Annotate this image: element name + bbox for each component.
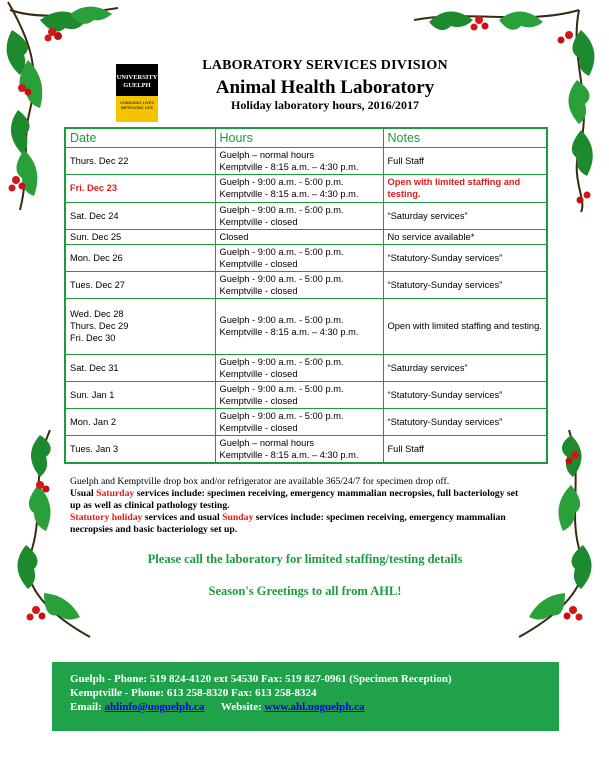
date-cell: Mon. Jan 2 (65, 408, 215, 435)
notes-cell: “Saturday services” (383, 354, 547, 381)
hours-cell: Guelph – normal hours Kemptville - 8:15 a.m. – 4:30 p.m. (215, 147, 383, 174)
date-cell: Sat. Dec 24 (65, 202, 215, 229)
email-website-line: Email: ahlinfo@uoguelph.ca Website: www.ahl.uoguelph.ca (70, 701, 365, 713)
notes-cell: “Statutory-Sunday services” (383, 381, 547, 408)
notes-cell: “Statutory-Sunday services” (383, 244, 547, 271)
svg-text:UNIVERSITY: UNIVERSITY (116, 74, 158, 81)
table-row (65, 435, 547, 463)
table-row (65, 381, 547, 408)
table-row (65, 298, 547, 354)
table-row (65, 244, 547, 271)
hours-cell: Guelph - 9:00 a.m. - 5:00 p.m. Kemptville - closed (215, 244, 383, 271)
email-link[interactable]: ahlinfo@uoguelph.ca (104, 701, 205, 713)
lab-name-title: Animal Health Laboratory (215, 77, 435, 98)
header-hours: Hours (215, 128, 383, 147)
header-notes: Notes (383, 128, 547, 147)
header-date: Date (65, 128, 215, 147)
hours-cell: Guelph - 9:00 a.m. - 5:00 p.m. Kemptville - 8:15 a.m. – 4:30 p.m. (215, 298, 383, 354)
hours-cell: Guelph - 9:00 a.m. - 5:00 p.m. Kemptville - 8:15 a.m. – 4:30 p.m. (215, 174, 383, 202)
table-row (65, 229, 547, 244)
hours-cell: Guelph – normal hours Kemptville - 8:15 a.m. – 4:30 p.m. (215, 435, 383, 463)
table-row (65, 202, 547, 229)
hours-cell: Guelph - 9:00 a.m. - 5:00 p.m. Kemptville - closed (215, 202, 383, 229)
date-cell: Sun. Dec 25 (65, 229, 215, 244)
date-cell: Sat. Dec 31 (65, 354, 215, 381)
table-header-row (65, 128, 547, 147)
guelph-contact: Guelph - Phone: 519 824-4120 ext 54530 Fax: 519 827-0961 (Specimen Reception) (70, 673, 452, 685)
holiday-hours-table (64, 127, 548, 464)
table-row (65, 354, 547, 381)
hours-cell: Guelph - 9:00 a.m. - 5:00 p.m. Kemptville - closed (215, 408, 383, 435)
date-cell: Sun. Jan 1 (65, 381, 215, 408)
table-row (65, 408, 547, 435)
logo-tagline: CHANGING LIVES IMPROVING LIFE (116, 96, 158, 122)
date-cell: Thurs. Dec 22 (65, 147, 215, 174)
service-notes (70, 476, 530, 536)
notes-cell: Full Staff (383, 435, 547, 463)
dropbox-note: Guelph and Kemptville drop box and/or refrigerator are available 365/24/7 for specimen drop off. (70, 476, 450, 487)
website-link[interactable]: www.ahl.uoguelph.ca (264, 701, 365, 713)
date-cell: Fri. Dec 23 (65, 174, 215, 202)
kemptville-contact: Kemptville - Phone: 613 258-8320 Fax: 613 258-8324 (70, 687, 317, 699)
statutory-note: Statutory holiday services and usual Sunday services include: specimen receiving, emergency mammalian necropsies and basic bacteriology set up. (70, 512, 506, 535)
division-title: LABORATORY SERVICES DIVISION (202, 58, 448, 73)
date-cell: Tues. Jan 3 (65, 435, 215, 463)
table-row (65, 174, 547, 202)
contact-footer (52, 662, 559, 731)
notes-cell: “Statutory-Sunday services” (383, 271, 547, 298)
date-cell: Tues. Dec 27 (65, 271, 215, 298)
seasons-greetings-message: Season's Greetings to all from AHL! (208, 584, 402, 598)
svg-text:GUELPH: GUELPH (123, 82, 151, 89)
call-laboratory-message: Please call the laboratory for limited staffing/testing details (147, 552, 463, 566)
hours-cell: Guelph - 9:00 a.m. - 5:00 p.m. Kemptville - closed (215, 354, 383, 381)
table-row (65, 147, 547, 174)
notes-cell: Open with limited staffing and testing. (383, 298, 547, 354)
saturday-note: Usual Saturday services include: specimen receiving, emergency mammalian necropsies, full bacteriology set up as well as clinical pathology testing. (70, 488, 519, 511)
hours-cell: Closed (215, 229, 383, 244)
notes-cell: Open with limited staffing and testing. (383, 174, 547, 202)
holiday-hours-subtitle: Holiday laboratory hours, 2016/2017 (230, 98, 419, 112)
hours-cell: Guelph - 9:00 a.m. - 5:00 p.m. Kemptville - closed (215, 381, 383, 408)
date-cell: Wed. Dec 28 Thurs. Dec 29 Fri. Dec 30 (65, 298, 215, 354)
hours-cell: Guelph - 9:00 a.m. - 5:00 p.m. Kemptville - closed (215, 271, 383, 298)
notes-cell: “Statutory-Sunday services” (383, 408, 547, 435)
notes-cell: Full Staff (383, 147, 547, 174)
table-row (65, 271, 547, 298)
notes-cell: “Saturday services” (383, 202, 547, 229)
date-cell: Mon. Dec 26 (65, 244, 215, 271)
notes-cell: No service available* (383, 229, 547, 244)
